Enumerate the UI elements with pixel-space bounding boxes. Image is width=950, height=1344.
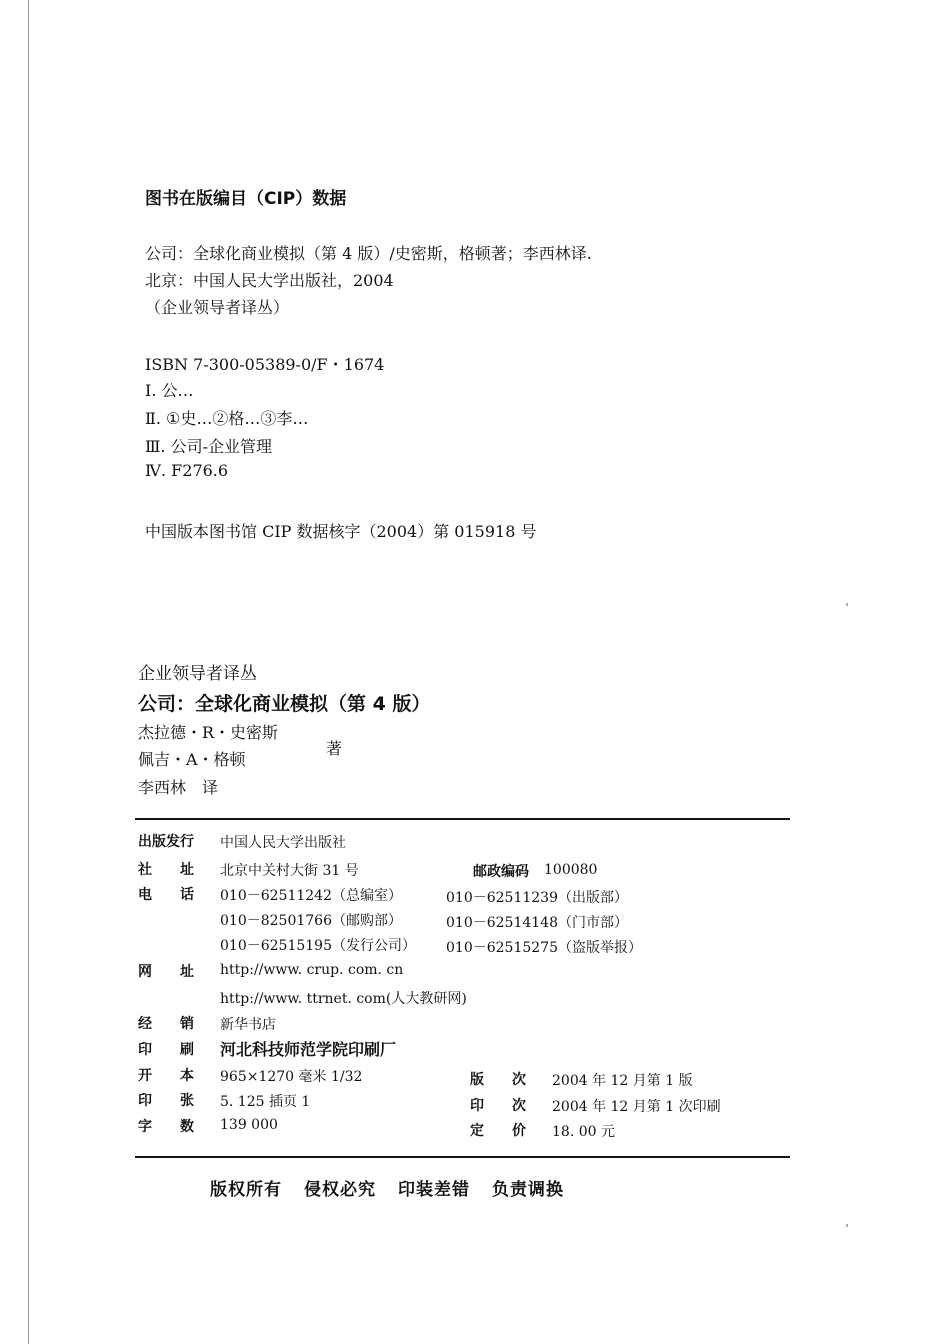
- publisher-value: 中国人民大学出版社: [220, 835, 346, 851]
- scan-speck: [846, 603, 848, 606]
- postcode-value: 100080: [544, 862, 598, 878]
- edition-value: 2004 年 12 月第 1 版: [552, 1073, 693, 1089]
- distributor-value: 新华书店: [220, 1017, 276, 1033]
- words-value: 139 000: [220, 1117, 278, 1133]
- book-series: 企业领导者译丛: [138, 664, 257, 684]
- copyright-notice-2: 侵权必究: [304, 1180, 376, 1200]
- address-value: 北京中关村大街 31 号: [220, 863, 359, 879]
- phone-label: 电 话: [138, 887, 194, 903]
- sheets-label: 印 张: [138, 1093, 194, 1109]
- format-label: 开 本: [138, 1068, 194, 1084]
- printer-label: 印 刷: [138, 1042, 194, 1058]
- phone-5: 010－62515195（发行公司）: [220, 938, 416, 954]
- price-label: 定 价: [470, 1123, 526, 1139]
- web-label: 网 址: [138, 964, 194, 980]
- cip-title: 图书在版编目（CIP）数据: [145, 189, 347, 209]
- address-label: 社 址: [138, 862, 194, 878]
- phone-1: 010－62511242（总编室）: [220, 888, 402, 904]
- cip-verification: 中国版本图书馆 CIP 数据核字（2004）第 015918 号: [145, 522, 537, 541]
- words-label: 字 数: [138, 1119, 194, 1135]
- scan-speck: [846, 1224, 848, 1227]
- cip-line-series: （企业领导者译丛）: [145, 298, 290, 317]
- copyright-notice-3: 印装差错: [398, 1180, 470, 1200]
- copyright-notice-1: 版权所有: [210, 1180, 282, 1200]
- impression-label: 印 次: [470, 1098, 526, 1114]
- phone-3: 010－82501766（邮购部）: [220, 913, 402, 929]
- cip-isbn: ISBN 7-300-05389-0/F・1674: [145, 355, 385, 374]
- author-role: 著: [326, 739, 343, 758]
- cip-line-title: 公司：全球化商业模拟（第 4 版）/史密斯，格顿著；李西林译.: [145, 244, 592, 263]
- book-title: 公司：全球化商业模拟（第 4 版）: [138, 693, 431, 715]
- web-1: http://www. crup. com. cn: [220, 962, 404, 978]
- translator: 李西林 译: [138, 778, 219, 797]
- phone-4: 010－62514148（门市部）: [446, 915, 628, 931]
- copyright-notice-4: 负责调换: [492, 1180, 564, 1200]
- cip-line-publisher: 北京：中国人民大学出版社，2004: [145, 271, 394, 290]
- cip-subject-3: Ⅲ. 公司-企业管理: [145, 437, 273, 456]
- author-2: 佩吉・A・格顿: [138, 750, 246, 769]
- author-1: 杰拉德・R・史密斯: [138, 723, 279, 742]
- format-value: 965×1270 毫米 1/32: [220, 1069, 363, 1085]
- phone-2: 010－62511239（出版部）: [446, 890, 628, 906]
- price-value: 18. 00 元: [552, 1124, 615, 1140]
- copyright-notice: [210, 1175, 586, 1200]
- publisher-label: 出版发行: [138, 834, 194, 850]
- page-margin-line: [28, 0, 29, 1344]
- cip-subject-1: Ⅰ. 公…: [145, 381, 194, 400]
- edition-label: 版 次: [470, 1072, 526, 1088]
- web-2: http://www. ttrnet. com(人大教研网): [220, 991, 467, 1007]
- imprint-top-rule: [135, 818, 790, 820]
- phone-6: 010－62515275（盗版举报）: [446, 940, 642, 956]
- sheets-value: 5. 125 插页 1: [220, 1094, 311, 1110]
- cip-subject-4: Ⅳ. F276.6: [145, 461, 229, 480]
- printer-value: 河北科技师范学院印刷厂: [220, 1040, 397, 1059]
- impression-value: 2004 年 12 月第 1 次印刷: [552, 1099, 721, 1115]
- postcode-label: 邮政编码: [473, 864, 529, 880]
- imprint-bottom-rule: [135, 1156, 790, 1158]
- distributor-label: 经 销: [138, 1016, 194, 1032]
- cip-subject-2: Ⅱ. ①史…②格…③李…: [145, 409, 309, 428]
